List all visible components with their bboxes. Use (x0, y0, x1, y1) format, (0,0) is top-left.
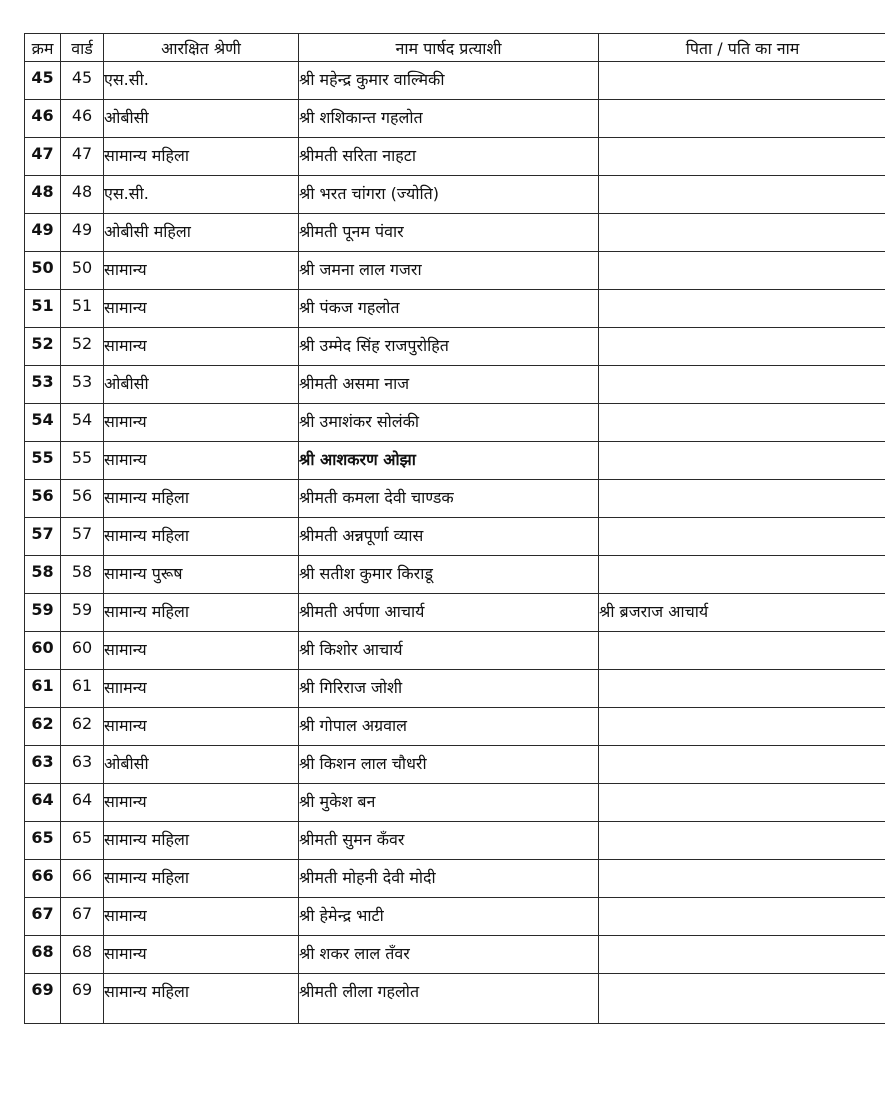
father-husband-name-cell (599, 252, 885, 290)
serial-number-cell: 65 (25, 822, 61, 860)
table-row (25, 784, 885, 822)
serial-number-cell: 52 (25, 328, 61, 366)
father-husband-name-cell (599, 138, 885, 176)
candidate-name-cell: श्री महेन्द्र कुमार वाल्मिकी (299, 62, 599, 100)
table-row (25, 670, 885, 708)
serial-number-cell: 60 (25, 632, 61, 670)
ward-number-cell: 49 (61, 214, 104, 252)
reserved-category-cell: सामान्य महिला (104, 480, 299, 518)
serial-number-cell: 57 (25, 518, 61, 556)
serial-number-cell: 54 (25, 404, 61, 442)
candidate-name-cell: श्री हेमेन्द्र भाटी (299, 898, 599, 936)
father-husband-name-cell (599, 822, 885, 860)
ward-number-cell: 46 (61, 100, 104, 138)
table-row (25, 404, 885, 442)
table-row (25, 632, 885, 670)
father-husband-name-cell (599, 746, 885, 784)
serial-number-cell: 51 (25, 290, 61, 328)
ward-number-cell: 62 (61, 708, 104, 746)
table-row (25, 518, 885, 556)
father-husband-name-cell (599, 708, 885, 746)
candidate-name-cell: श्री शशिकान्त गहलोत (299, 100, 599, 138)
serial-number-cell: 58 (25, 556, 61, 594)
reserved-category-cell: सामान्य (104, 290, 299, 328)
reserved-category-cell: सामान्य (104, 708, 299, 746)
ward-number-cell: 52 (61, 328, 104, 366)
reserved-category-cell: एस.सी. (104, 176, 299, 214)
reserved-category-cell: ओबीसी (104, 100, 299, 138)
father-husband-name-cell (599, 176, 885, 214)
reserved-category-cell: ओबीसी (104, 366, 299, 404)
serial-number-cell: 62 (25, 708, 61, 746)
reserved-category-cell: सामान्य महिला (104, 138, 299, 176)
serial-number-cell: 66 (25, 860, 61, 898)
ward-number-cell: 58 (61, 556, 104, 594)
candidate-name-cell: श्रीमती सरिता नाहटा (299, 138, 599, 176)
table-row (25, 366, 885, 404)
ward-number-cell: 56 (61, 480, 104, 518)
reserved-category-cell: सामान्य (104, 404, 299, 442)
ward-number-cell: 50 (61, 252, 104, 290)
father-husband-name-cell (599, 898, 885, 936)
serial-number-cell: 47 (25, 138, 61, 176)
table-row (25, 328, 885, 366)
reserved-category-cell: एस.सी. (104, 62, 299, 100)
serial-number-cell: 61 (25, 670, 61, 708)
table-row (25, 594, 885, 632)
father-husband-name-cell (599, 480, 885, 518)
ward-number-cell: 51 (61, 290, 104, 328)
reserved-category-cell: सामान्य (104, 784, 299, 822)
serial-number-cell: 64 (25, 784, 61, 822)
candidate-table (24, 33, 885, 1024)
candidate-name-cell: श्रीमती पूनम पंवार (299, 214, 599, 252)
table-row (25, 556, 885, 594)
candidate-name-cell: श्रीमती असमा नाज (299, 366, 599, 404)
candidate-name-cell: श्रीमती मोहनी देवी मोदी (299, 860, 599, 898)
father-husband-name-cell (599, 974, 885, 1024)
reserved-category-cell: सामान्य (104, 632, 299, 670)
ward-number-cell: 45 (61, 62, 104, 100)
ward-number-cell: 67 (61, 898, 104, 936)
candidate-list-sheet (24, 33, 885, 1024)
serial-number-cell: 46 (25, 100, 61, 138)
serial-number-cell: 45 (25, 62, 61, 100)
serial-number-cell: 56 (25, 480, 61, 518)
table-row (25, 936, 885, 974)
serial-number-cell: 59 (25, 594, 61, 632)
table-row (25, 214, 885, 252)
ward-number-cell: 64 (61, 784, 104, 822)
reserved-category-cell: सामान्य महिला (104, 594, 299, 632)
father-husband-name-cell (599, 670, 885, 708)
father-husband-name-cell (599, 404, 885, 442)
ward-number-cell: 48 (61, 176, 104, 214)
candidate-name-cell: श्री किशोर आचार्य (299, 632, 599, 670)
table-header-row (25, 34, 885, 62)
reserved-category-cell: सामान्य (104, 898, 299, 936)
father-husband-name-cell (599, 328, 885, 366)
reserved-category-cell: ओबीसी (104, 746, 299, 784)
reserved-category-cell: सामान्य (104, 442, 299, 480)
table-row (25, 290, 885, 328)
ward-number-cell: 65 (61, 822, 104, 860)
father-husband-name-cell (599, 860, 885, 898)
serial-number-cell: 49 (25, 214, 61, 252)
ward-number-cell: 55 (61, 442, 104, 480)
table-row (25, 252, 885, 290)
table-row (25, 62, 885, 100)
ward-number-cell: 54 (61, 404, 104, 442)
father-husband-name-cell (599, 936, 885, 974)
father-husband-name-cell (599, 556, 885, 594)
candidate-name-cell: श्री आशकरण ओझा (299, 442, 599, 480)
table-row (25, 480, 885, 518)
reserved-category-cell: सामान्य (104, 328, 299, 366)
candidate-name-cell: श्री मुकेश बन (299, 784, 599, 822)
candidate-name-cell: श्रीमती अर्पणा आचार्य (299, 594, 599, 632)
reserved-category-cell: सामान्य (104, 252, 299, 290)
table-row (25, 100, 885, 138)
father-husband-name-cell (599, 632, 885, 670)
reserved-category-cell: साामन्य (104, 670, 299, 708)
reserved-category-cell: सामान्य महिला (104, 518, 299, 556)
candidate-name-cell: श्रीमती लीला गहलोत (299, 974, 599, 1024)
table-row (25, 708, 885, 746)
ward-number-cell: 53 (61, 366, 104, 404)
candidate-name-cell: श्री सतीश कुमार किराडू (299, 556, 599, 594)
table-row (25, 860, 885, 898)
serial-number-cell: 48 (25, 176, 61, 214)
candidate-name-cell: श्री जमना लाल गजरा (299, 252, 599, 290)
candidate-name-cell: श्री किशन लाल चौधरी (299, 746, 599, 784)
serial-number-cell: 53 (25, 366, 61, 404)
header-serial-number: क्रम (25, 34, 61, 62)
reserved-category-cell: सामान्य पुरूष (104, 556, 299, 594)
ward-number-cell: 63 (61, 746, 104, 784)
table-row (25, 822, 885, 860)
header-candidate-name: नाम पार्षद प्रत्याशी (299, 34, 599, 62)
table-row (25, 898, 885, 936)
ward-number-cell: 59 (61, 594, 104, 632)
table-row (25, 746, 885, 784)
reserved-category-cell: सामान्य महिला (104, 974, 299, 1024)
header-father-husband-name: पिता / पति का नाम (599, 34, 885, 62)
ward-number-cell: 68 (61, 936, 104, 974)
serial-number-cell: 67 (25, 898, 61, 936)
candidate-name-cell: श्रीमती सुमन कँवर (299, 822, 599, 860)
father-husband-name-cell (599, 214, 885, 252)
ward-number-cell: 69 (61, 974, 104, 1024)
header-ward: वार्ड (61, 34, 104, 62)
ward-number-cell: 61 (61, 670, 104, 708)
father-husband-name-cell (599, 518, 885, 556)
father-husband-name-cell (599, 100, 885, 138)
candidate-name-cell: श्री शकर लाल तँवर (299, 936, 599, 974)
serial-number-cell: 63 (25, 746, 61, 784)
reserved-category-cell: सामान्य (104, 936, 299, 974)
ward-number-cell: 57 (61, 518, 104, 556)
candidate-name-cell: श्री गोपाल अग्रवाल (299, 708, 599, 746)
table-row (25, 176, 885, 214)
serial-number-cell: 55 (25, 442, 61, 480)
candidate-name-cell: श्री उमाशंकर सोलंकी (299, 404, 599, 442)
ward-number-cell: 60 (61, 632, 104, 670)
serial-number-cell: 69 (25, 974, 61, 1024)
candidate-name-cell: श्रीमती कमला देवी चाण्डक (299, 480, 599, 518)
table-row (25, 974, 885, 1024)
candidate-name-cell: श्रीमती अन्नपूर्णा व्यास (299, 518, 599, 556)
candidate-name-cell: श्री पंकज गहलोत (299, 290, 599, 328)
table-row (25, 442, 885, 480)
candidate-name-cell: श्री उम्मेद सिंह राजपुरोहित (299, 328, 599, 366)
father-husband-name-cell (599, 442, 885, 480)
reserved-category-cell: सामान्य महिला (104, 822, 299, 860)
reserved-category-cell: सामान्य महिला (104, 860, 299, 898)
father-husband-name-cell (599, 784, 885, 822)
reserved-category-cell: ओबीसी महिला (104, 214, 299, 252)
candidate-name-cell: श्री गिरिराज जोशी (299, 670, 599, 708)
serial-number-cell: 50 (25, 252, 61, 290)
serial-number-cell: 68 (25, 936, 61, 974)
father-husband-name-cell: श्री ब्रजराज आचार्य (599, 594, 885, 632)
table-row (25, 138, 885, 176)
ward-number-cell: 47 (61, 138, 104, 176)
ward-number-cell: 66 (61, 860, 104, 898)
father-husband-name-cell (599, 290, 885, 328)
father-husband-name-cell (599, 366, 885, 404)
father-husband-name-cell (599, 62, 885, 100)
candidate-name-cell: श्री भरत चांगरा (ज्योति) (299, 176, 599, 214)
header-reserved-category: आरक्षित श्रेणी (104, 34, 299, 62)
